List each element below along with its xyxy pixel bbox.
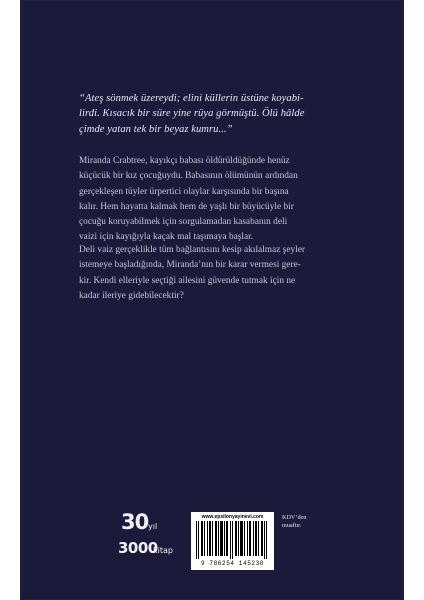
tax-note-line: KDV’den [282,514,307,521]
logo-years-label: yıl [148,522,158,531]
paragraph-line: istemeye başladığında, Miranda’nın bir karar vermesi gere- [79,260,301,271]
paragraph-line: kadar ileriye gidebilecektir? [79,290,184,301]
isbn-digits: 9 786254 145230 [200,560,264,567]
quote-line: “Ateş sönmek üzereydi; elini küllerin üstüne koyabi- [79,93,304,104]
logo-books-label: kitap [153,546,173,555]
paragraph-line: çocuğu koruyabilmek için sorgulamadan kasabanın deli [79,217,288,228]
quote-line: lirdi. Kısacık bir süre yine rüya görmüştü. Ölü hâlde [79,108,305,120]
paragraph-line: kir. Kendi elleriyle seçtiği ailesini güvende tutmak için ne [79,275,296,286]
publisher-anniversary-logo [115,511,190,571]
barcode-label [191,512,274,570]
logo-books-number: 3000 [118,539,158,557]
paragraph-line: vaizi için kayığıyla kaçak mal taşımaya başlar. [79,232,254,243]
barcode-icon [196,521,269,559]
quote-line: çimde yatan tek bir beyaz kumru...” [79,123,233,135]
paragraph-line: Deli vaiz gerçeklikle tüm bağlantısını kesip akılalmaz şeyler [79,245,305,255]
paragraph-line: gerçekleşen tüyler ürpertici olaylar karşısında bir başına [79,186,289,197]
paragraph-line: Miranda Crabtree, kayıkçı babası öldürüldüğünde henüz [79,156,290,166]
synopsis-paragraph-1 [79,154,345,246]
paragraph-line: küçücük bir kız çocuğuydu. Babasının ölümünün ardından [79,171,298,182]
publisher-url: www.epsilonyayinevi.com [201,514,264,520]
logo-years-number: 30 [121,510,149,534]
tax-note-line: muaftır. [282,522,302,529]
paragraph-line: kalır. Hem hayatta kalmak hem de yaşlı bir büyücüyle bir [79,201,294,212]
cover-quote [79,91,347,137]
tax-exempt-note [282,514,322,530]
synopsis-paragraph-2 [79,243,345,304]
